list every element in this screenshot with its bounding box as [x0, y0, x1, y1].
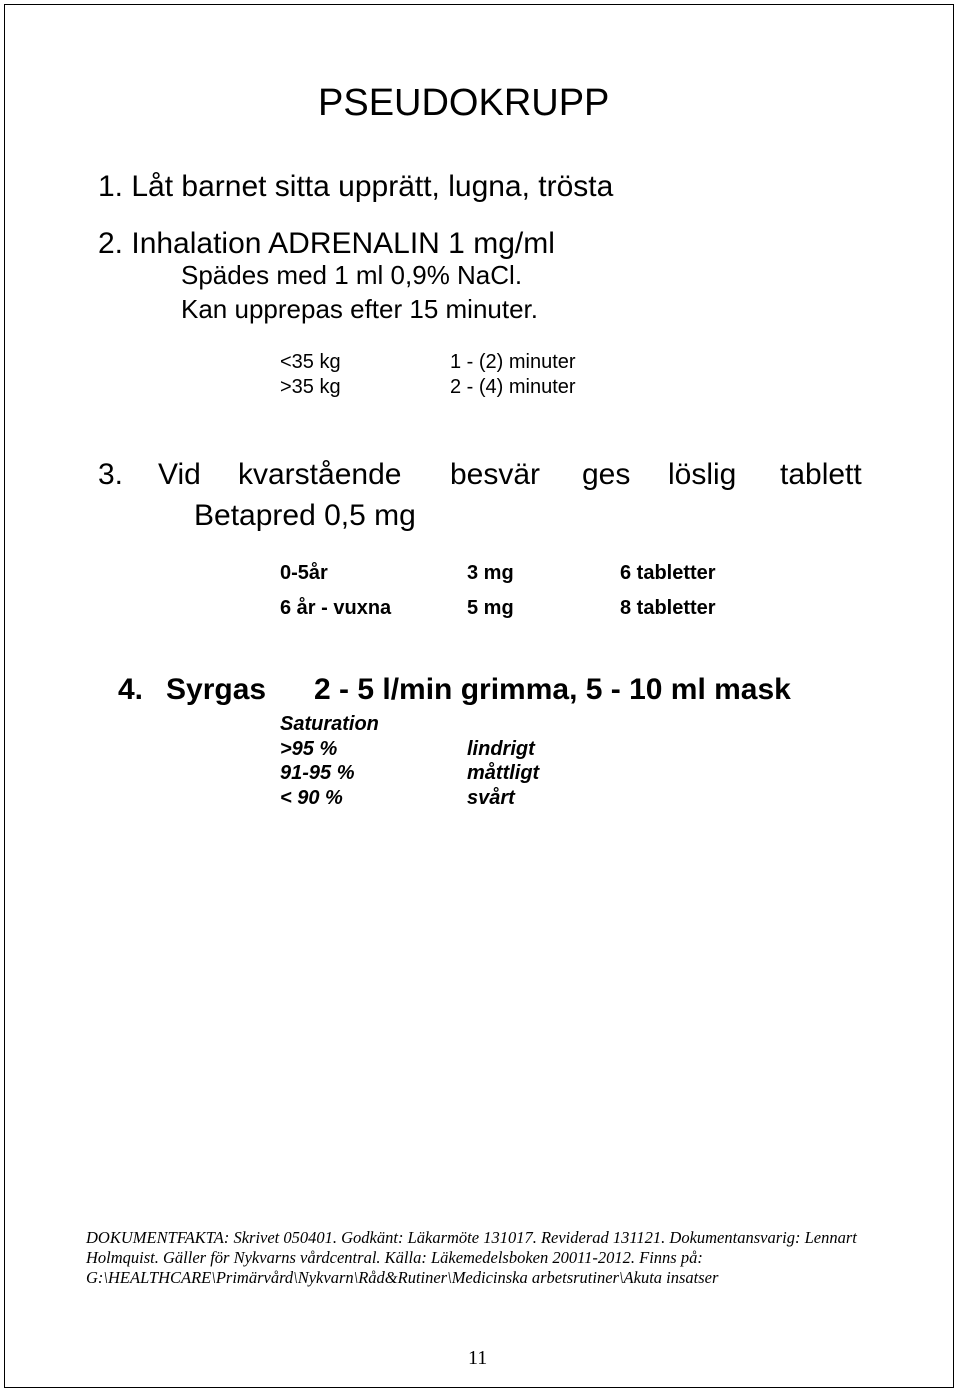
saturation-level: >95 %: [280, 738, 338, 760]
age-cell: 0-5år: [280, 562, 328, 584]
weight-cell: >35 kg: [280, 376, 341, 398]
page-title: PSEUDOKRUPP: [318, 82, 610, 124]
step-3-line-2: Betapred 0,5 mg: [194, 499, 416, 532]
step-3-word: tablett: [780, 458, 862, 491]
document-facts-line: G:\HEALTHCARE\Primärvård\Nykvarn\Råd&Rutiner\Medicinska arbetsrutiner\Akuta insatser: [86, 1268, 719, 1287]
step-1: 1. Låt barnet sitta upprätt, lugna, trösta: [98, 170, 614, 203]
step-4-number: 4.: [118, 673, 144, 706]
step-3-word: ges: [582, 458, 631, 491]
step-2-heading: 2. Inhalation ADRENALIN 1 mg/ml: [98, 227, 555, 260]
dose-cell: 5 mg: [467, 597, 514, 619]
age-cell: 6 år - vuxna: [280, 597, 392, 619]
step-4-detail: 2 - 5 l/min grimma, 5 - 10 ml mask: [314, 673, 791, 706]
document-facts-line: Holmquist. Gäller för Nykvarns vårdcentral. Källa: Läkemedelsboken 20011-2012. Finns på:: [86, 1248, 703, 1267]
document-facts: [86, 1228, 916, 1288]
duration-cell: 2 - (4) minuter: [450, 376, 576, 398]
document-facts-line: DOKUMENTFAKTA: Skrivet 050401. Godkänt: Läkarmöte 131017. Reviderad 131121. Dokumentansvarig: Lennart: [86, 1228, 857, 1247]
step-2-line-2: Kan upprepas efter 15 minuter.: [181, 294, 539, 324]
page-number: 11: [468, 1347, 488, 1369]
tablets-cell: 8 tabletter: [620, 597, 716, 619]
dose-cell: 3 mg: [467, 562, 514, 584]
step-3-word: löslig: [668, 458, 737, 491]
duration-cell: 1 - (2) minuter: [450, 351, 576, 373]
saturation-severity: svårt: [467, 787, 515, 809]
step-3-word: besvär: [450, 458, 541, 491]
step-3-word: kvarstående: [238, 458, 402, 491]
saturation-level: < 90 %: [280, 787, 343, 809]
tablets-cell: 6 tabletter: [620, 562, 716, 584]
weight-cell: <35 kg: [280, 351, 341, 373]
step-4-label: Syrgas: [166, 673, 267, 706]
saturation-heading: Saturation: [280, 713, 379, 735]
step-3-word: 3.: [98, 458, 124, 491]
saturation-severity: måttligt: [467, 762, 540, 784]
saturation-severity: lindrigt: [467, 738, 535, 760]
step-3-word: Vid: [158, 458, 201, 491]
saturation-level: 91-95 %: [280, 762, 355, 784]
step-2-line-1: Spädes med 1 ml 0,9% NaCl.: [181, 260, 523, 290]
